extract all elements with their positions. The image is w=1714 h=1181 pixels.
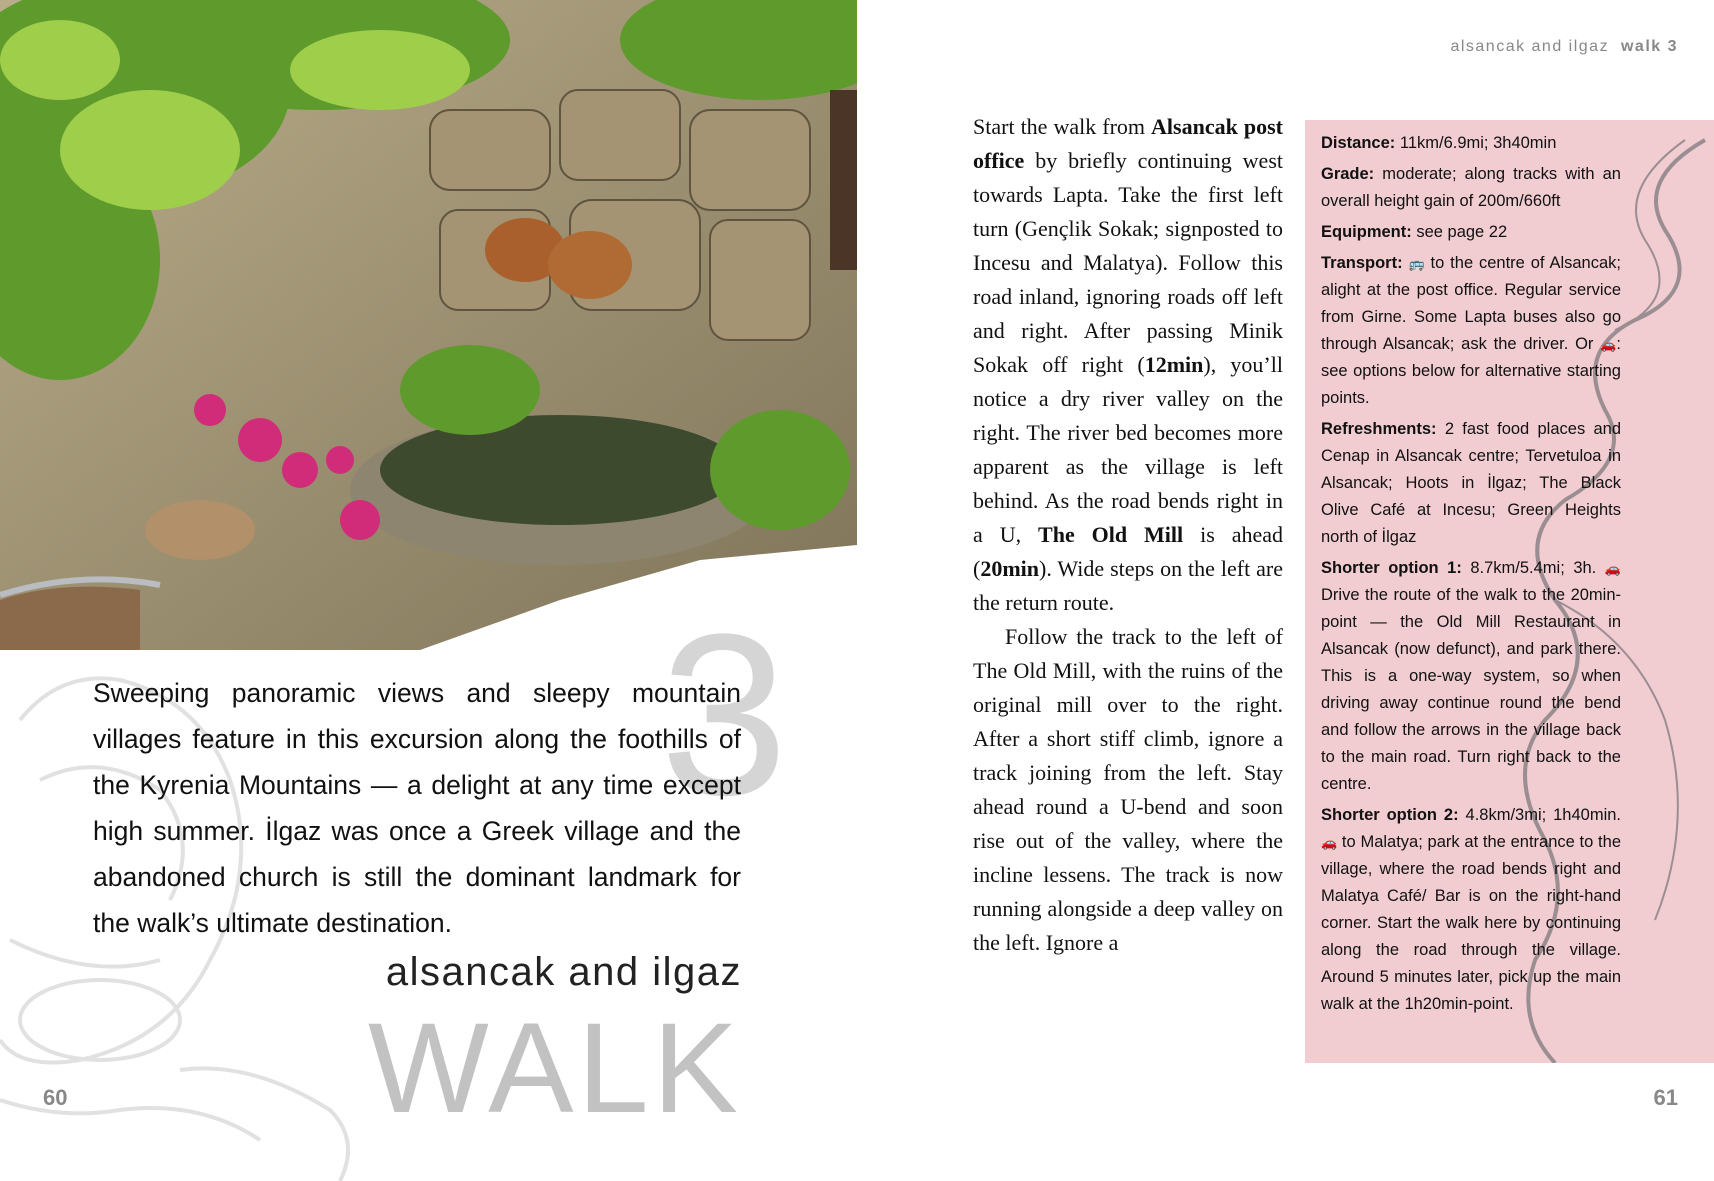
paragraph-1: Start the walk from Alsancak post office by briefly continuing west towards Lapta. Take the first left turn (Gençlik Sokak; signposted to Incesu and Malatya). Follow this road inland, ignoring roads off left and right. After passing Minik Sokak off right (12min), you’ll notice a dry river valley on the right. The river bed becomes more apparent as the village is left behind. As the road bends right in a U, The Old Mill is ahead (20min). Wide steps on the left are the return route. (973, 114, 1283, 615)
car-icon: 🚗 (1604, 561, 1621, 576)
paragraph-2: Follow the track to the left of The Old Mill, with the ruins of the original mill over to the right. After a short stiff climb, ignore a track joining from the left. Stay ahead round a U-bend and soon rise out of the valley, where the incline lessens. The track is now running alongside a deep valley on the left. Ignore a (973, 624, 1283, 955)
shorter-option-2: Shorter option 2: 4.8km/3mi; 1h40min. 🚗 to Malatya; park at the entrance to the village, where the road bends right and Malatya Café/ Bar is on the right-hand corner. Start the walk here by continuing along the road through the village. Around 5 minutes later, pick up the main walk at the 1h20min-point. (1321, 806, 1621, 1013)
walk-description (973, 110, 1283, 960)
equipment-info: Equipment: see page 22 (1321, 223, 1508, 241)
shorter-option-1: Shorter option 1: 8.7km/5.4mi; 3h. 🚗 Drive the route of the walk to the 20min-point — the Old Mill Restaurant in Alsancak (now defunct), and park there. This is a one-way system, so when driving away continue round the bend and follow the arrows in the village back to the main road. Turn right back to the centre. (1321, 555, 1621, 798)
distance-info: Distance: 11km/6.9mi; 3h40min (1321, 134, 1557, 152)
page-number-left: 60 (43, 1085, 68, 1110)
header-title: alsancak and ilgaz (1450, 38, 1610, 55)
car-icon: 🚗 (1321, 835, 1338, 850)
walk-info (1321, 130, 1621, 1022)
walk-title: WALK (368, 997, 742, 1140)
car-icon: 🚗 (1600, 337, 1617, 352)
page-number-right: 61 (1653, 1085, 1678, 1110)
refreshments-info: Refreshments: 2 fast food places and Cenap in Alsancak centre; Tervetuloa in Alsancak; Hoots in İlgaz; The Black Olive Café at Incesu; Green Heights north of İlgaz (1321, 420, 1621, 546)
transport-info: Transport: 🚌 to the centre of Alsancak; alight at the post office. Regular service from Girne. Some Lapta buses also go through Alsancak; ask the driver. Or 🚗: see options below for alternative starting points. (1321, 250, 1621, 412)
grade-info: Grade: moderate; along tracks with an overall height gain of 200m/660ft (1321, 165, 1621, 210)
walk-number-watermark: 3 (660, 586, 788, 843)
bus-icon: 🚌 (1408, 256, 1425, 271)
header-walk: walk 3 (1620, 38, 1678, 55)
intro-paragraph: Sweeping panoramic views and sleepy mountain villages feature in this excursion along the foothills of the Kyrenia Mountains — a delight at any time except high summer. İlgaz was once a Greek village and the abandoned church is still the dominant landmark for the walk’s ultimate destination. (93, 678, 741, 938)
courtyard-photo (0, 0, 857, 650)
walk-subtitle: alsancak and ilgaz (385, 950, 742, 994)
running-header (1450, 38, 1678, 56)
